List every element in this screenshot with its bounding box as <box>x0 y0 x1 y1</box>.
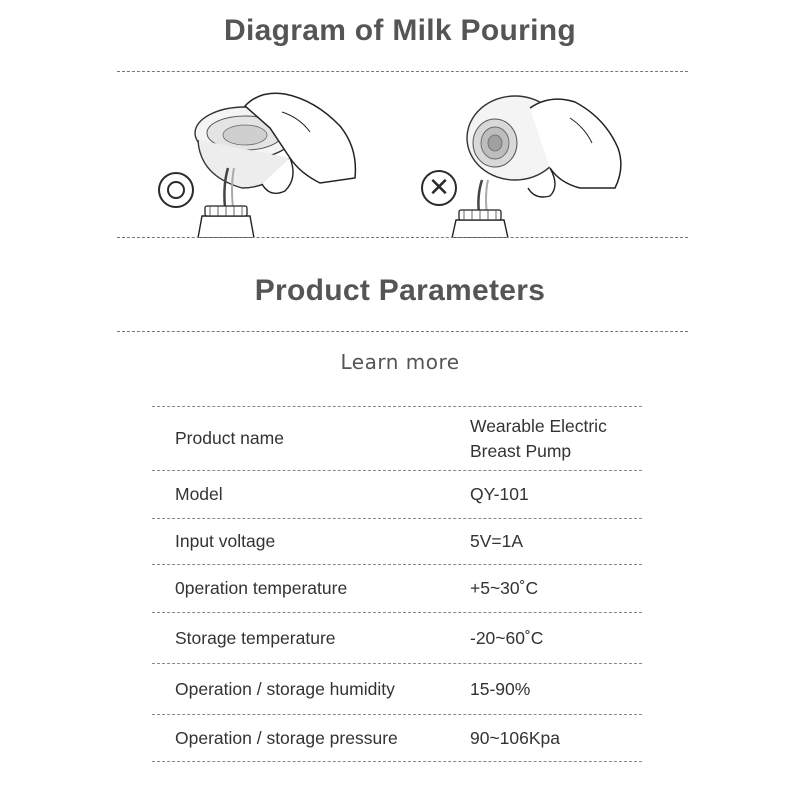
param-label: 0peration temperature <box>175 578 348 598</box>
param-label: Product name <box>175 428 284 448</box>
learn-more-link[interactable]: Learn more <box>340 350 460 374</box>
table-row <box>152 612 642 663</box>
param-value: QY-101 <box>470 484 529 504</box>
param-label: Model <box>175 484 223 504</box>
param-value: 90~106Kpa <box>470 727 561 748</box>
divider <box>117 71 688 72</box>
param-value: 5V=1A <box>470 531 524 551</box>
param-value: Wearable Electric Breast Pump <box>470 415 607 461</box>
divider <box>117 331 688 332</box>
table-row <box>152 470 642 518</box>
wrong-x-icon: ✕ <box>421 170 457 206</box>
param-value: +5~30˚C <box>470 578 539 598</box>
correct-circle-icon <box>158 172 194 208</box>
param-label: Input voltage <box>175 531 276 551</box>
param-label: Storage temperature <box>175 627 336 648</box>
params-title: Product Parameters <box>254 274 546 307</box>
diagram-title: Diagram of Milk Pouring <box>224 14 576 47</box>
pouring-correct-illustration <box>150 88 370 238</box>
table-row <box>152 663 642 714</box>
divider <box>117 237 688 238</box>
table-row <box>152 518 642 564</box>
param-label: Operation / storage humidity <box>175 678 395 699</box>
table-row <box>152 714 642 762</box>
table-row <box>152 564 642 612</box>
table-row <box>152 406 642 470</box>
param-value: 15-90% <box>470 678 531 699</box>
pouring-wrong-illustration <box>410 88 640 238</box>
param-label: Operation / storage pressure <box>175 727 398 748</box>
param-value: -20~60˚C <box>470 627 544 648</box>
parameters-table <box>152 406 642 762</box>
